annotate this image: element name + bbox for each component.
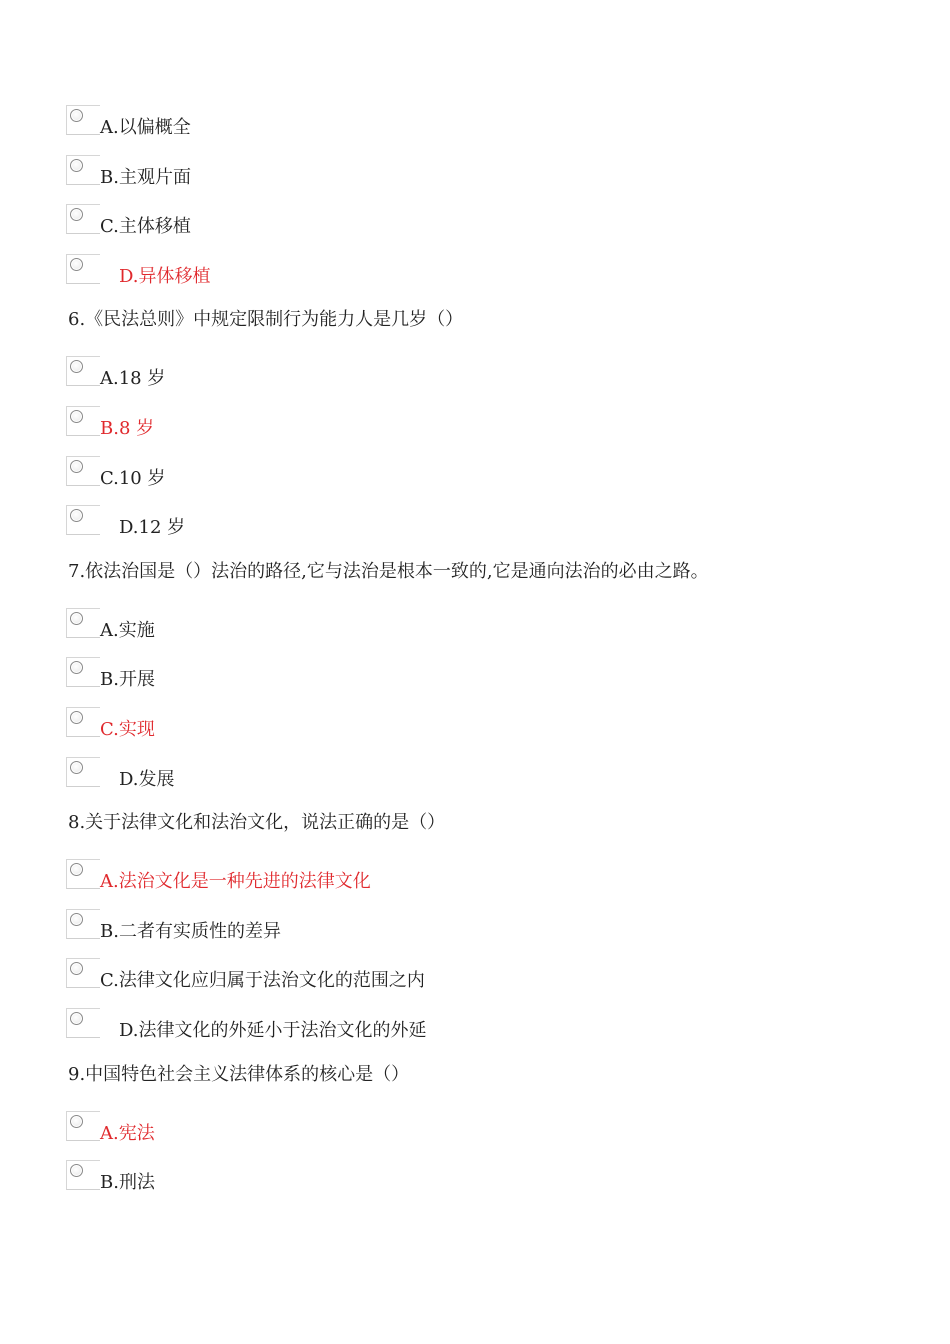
- answer-option[interactable]: [66, 204, 766, 236]
- radio-button[interactable]: [66, 204, 100, 234]
- radio-circle-icon: [70, 460, 83, 473]
- radio-circle-icon: [70, 711, 83, 724]
- answer-option[interactable]: [66, 505, 766, 537]
- radio-button[interactable]: [66, 254, 100, 284]
- answer-option-label: B.主观片面: [100, 167, 191, 188]
- answer-option-label: A.以偏概全: [100, 117, 191, 138]
- answer-option-label: A.宪法: [100, 1123, 155, 1144]
- answer-option[interactable]: [66, 105, 766, 137]
- radio-circle-icon: [70, 410, 83, 423]
- answer-option-label: D.12 岁: [119, 517, 186, 538]
- answer-option[interactable]: [66, 707, 766, 739]
- answer-option-label: A.法治文化是一种先进的法律文化: [100, 871, 371, 892]
- radio-button[interactable]: [66, 707, 100, 737]
- radio-button[interactable]: [66, 356, 100, 386]
- radio-button[interactable]: [66, 909, 100, 939]
- answer-option-label: B.开展: [100, 669, 155, 690]
- answer-option-label: C.实现: [100, 719, 155, 740]
- answer-option-label: A.18 岁: [100, 368, 166, 389]
- radio-circle-icon: [70, 109, 83, 122]
- answer-option-label: D.异体移植: [119, 266, 211, 287]
- answer-option[interactable]: [66, 757, 766, 789]
- radio-button[interactable]: [66, 1111, 100, 1141]
- answer-option[interactable]: [66, 155, 766, 187]
- radio-circle-icon: [70, 509, 83, 522]
- question-text: 9.中国特色社会主义法律体系的核心是（）: [68, 1064, 410, 1085]
- answer-option[interactable]: [66, 1160, 766, 1192]
- radio-circle-icon: [70, 661, 83, 674]
- radio-circle-icon: [70, 612, 83, 625]
- answer-option[interactable]: [66, 958, 766, 990]
- answer-option[interactable]: [66, 608, 766, 640]
- radio-circle-icon: [70, 1012, 83, 1025]
- radio-button[interactable]: [66, 155, 100, 185]
- radio-circle-icon: [70, 962, 83, 975]
- radio-button[interactable]: [66, 608, 100, 638]
- answer-option-label: C.10 岁: [100, 468, 166, 489]
- answer-option[interactable]: [66, 657, 766, 689]
- question-text: 7.依法治国是（）法治的路径,它与法治是根本一致的,它是通向法治的必由之路。: [68, 561, 709, 582]
- radio-circle-icon: [70, 208, 83, 221]
- question-text: 8.关于法律文化和法治文化，说法正确的是（）: [68, 812, 446, 833]
- radio-circle-icon: [70, 863, 83, 876]
- answer-option-label: C.主体移植: [100, 216, 191, 237]
- answer-option[interactable]: [66, 1008, 766, 1040]
- radio-button[interactable]: [66, 456, 100, 486]
- radio-circle-icon: [70, 258, 83, 271]
- radio-button[interactable]: [66, 1160, 100, 1190]
- radio-circle-icon: [70, 1164, 83, 1177]
- radio-button[interactable]: [66, 859, 100, 889]
- answer-option-label: C.法律文化应归属于法治文化的范围之内: [100, 970, 425, 991]
- radio-button[interactable]: [66, 657, 100, 687]
- answer-option[interactable]: [66, 406, 766, 438]
- radio-button[interactable]: [66, 105, 100, 135]
- radio-button[interactable]: [66, 1008, 100, 1038]
- radio-circle-icon: [70, 761, 83, 774]
- answer-option-label: D.法律文化的外延小于法治文化的外延: [119, 1020, 427, 1041]
- answer-option-label: A.实施: [100, 620, 155, 641]
- radio-circle-icon: [70, 1115, 83, 1128]
- answer-option-label: B.刑法: [100, 1172, 155, 1193]
- answer-option[interactable]: [66, 254, 766, 286]
- radio-circle-icon: [70, 913, 83, 926]
- answer-option-label: B.8 岁: [100, 418, 155, 439]
- answer-option-label: B.二者有实质性的差异: [100, 921, 281, 942]
- answer-option[interactable]: [66, 1111, 766, 1143]
- radio-button[interactable]: [66, 757, 100, 787]
- radio-button[interactable]: [66, 505, 100, 535]
- radio-circle-icon: [70, 159, 83, 172]
- answer-option-label: D.发展: [119, 769, 175, 790]
- answer-option[interactable]: [66, 456, 766, 488]
- radio-button[interactable]: [66, 406, 100, 436]
- answer-option[interactable]: [66, 909, 766, 941]
- answer-option[interactable]: [66, 859, 766, 891]
- radio-circle-icon: [70, 360, 83, 373]
- answer-option[interactable]: [66, 356, 766, 388]
- radio-button[interactable]: [66, 958, 100, 988]
- question-text: 6.《民法总则》中规定限制行为能力人是几岁（）: [68, 309, 464, 330]
